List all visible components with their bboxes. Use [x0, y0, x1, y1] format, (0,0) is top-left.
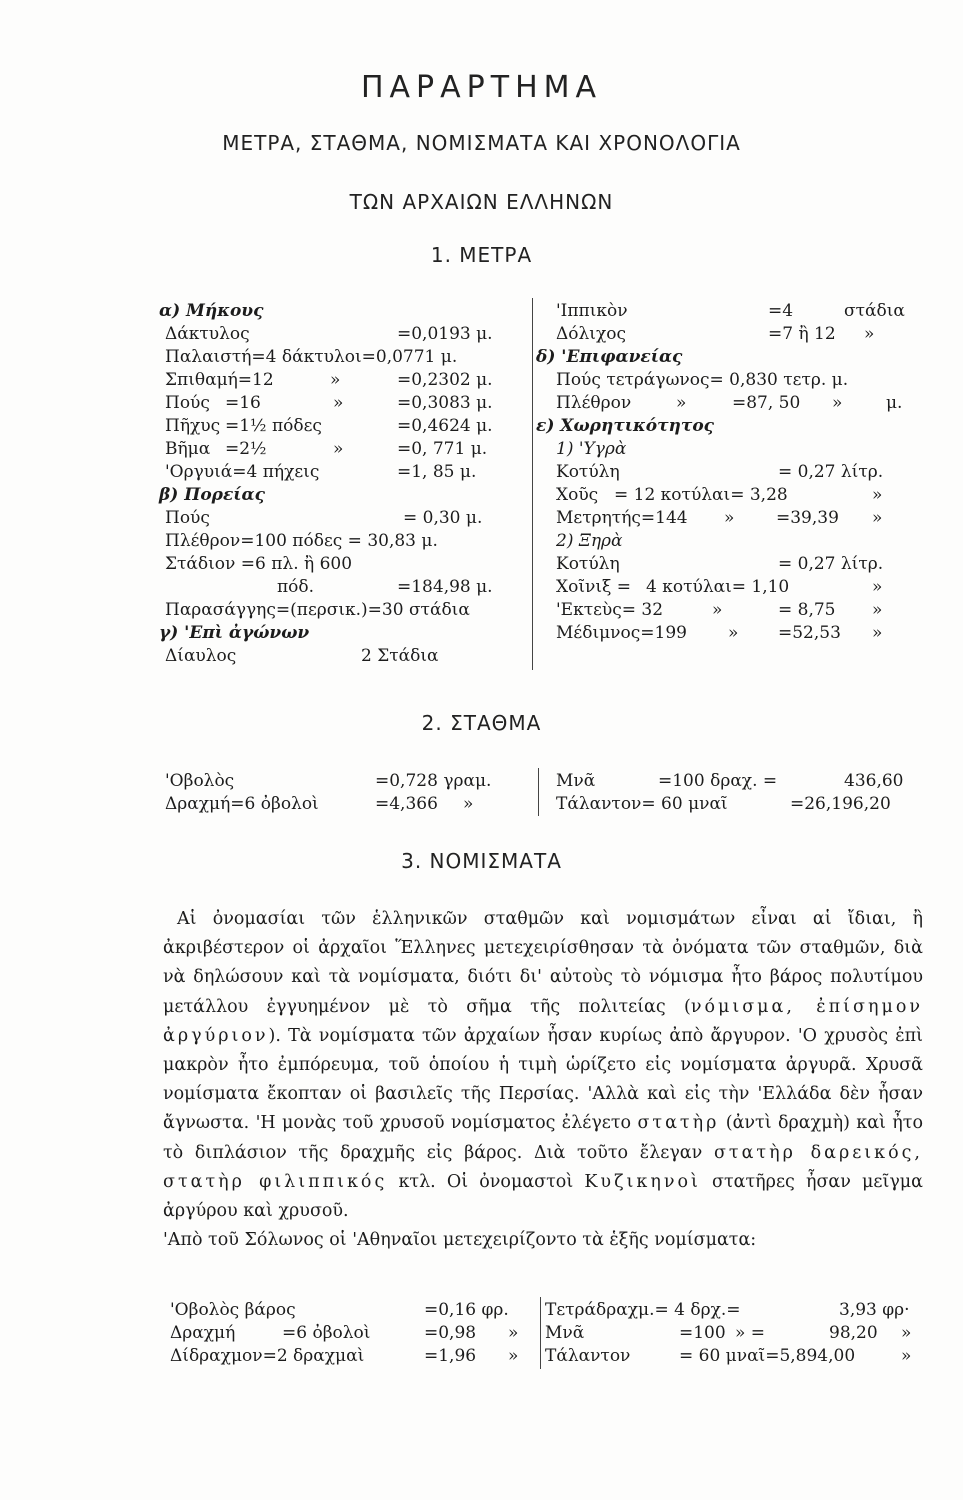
table-row: Τάλαντον= 60 μναῖ =26,196,20: [556, 794, 891, 814]
table-row: Μετρητής=144 » =39,39 »: [556, 508, 883, 528]
metra-left-column: [159, 301, 525, 669]
table-row: Πούς =16 » =0,3083 μ.: [165, 393, 493, 413]
table-row: Κοτύλη = 0,27 λίτρ.: [556, 554, 884, 574]
column-divider: [540, 1297, 541, 1369]
table-row: Δίδραχμον=2 δραχμαὶ =1,96 »: [170, 1346, 519, 1366]
table-row: Μνᾶ =100 » = 98,20 »: [545, 1323, 912, 1343]
table-row: Τετράδραχμ.= 4 δρχ.= 3,93 φρ·: [545, 1300, 910, 1320]
page-subtitle-2: ΤΩΝ ΑΡΧΑΙΩΝ ΕΛΛΗΝΩΝ: [349, 190, 614, 214]
table-row: Χοῖνιξ = 4 κοτύλαι= 1,10 »: [556, 577, 883, 597]
section-heading-nomismata: 3. ΝΟΜΙΣΜΑΤΑ: [401, 849, 562, 873]
table-row: Σπιθαμή=12 » =0,2302 μ.: [165, 370, 493, 390]
table-row: 'Οβολὸς =0,728 γραμ.: [165, 771, 492, 791]
table-row: Δόλιχος =7 ἢ 12 »: [556, 324, 875, 344]
paragraph-text-2: 'Απὸ τοῦ Σόλωνος οἱ 'Αθηναῖοι μετεχειρίζοντο τὰ ἑξῆς νομίσματα:: [163, 1230, 757, 1251]
column-divider: [532, 298, 533, 670]
table-row: Παλαιστή=4 δάκτυλοι=0,0771 μ.: [165, 347, 458, 367]
table-row: Πῆχυς =1½ πόδες =0,4624 μ.: [165, 416, 493, 436]
column-divider: [538, 768, 539, 816]
metra-subheading-games: γ) 'Επὶ ἀγώνων: [159, 623, 310, 643]
table-row: Βῆμα =2½ » =0, 771 μ.: [165, 439, 488, 459]
section-heading-stathma: 2. ΣΤΑΘΜΑ: [421, 711, 542, 735]
table-row: Κοτύλη = 0,27 λίτρ.: [556, 462, 884, 482]
table-row: 'Εκτεὺς= 32 » = 8,75 »: [556, 600, 883, 620]
table-row: πόδ. =184,98 μ.: [277, 577, 493, 597]
metra-subheading-liquid: 1) 'Υγρὰ: [556, 439, 627, 459]
table-row: Πούς = 0,30 μ.: [165, 508, 483, 528]
stathma-left-column: [165, 771, 525, 817]
coins-right-column: [545, 1300, 915, 1369]
table-row: Πλέθρον » =87, 50 » μ.: [556, 393, 903, 413]
coinage-paragraph: [163, 905, 923, 1255]
table-row: Δίαυλος 2 Στάδια: [165, 646, 439, 666]
table-row: Μνᾶ =100 δραχ. = 436,60: [556, 771, 904, 791]
table-row: Χοῦς = 12 κοτύλαι= 3,28 »: [556, 485, 883, 505]
metra-subheading-length: α) Μήκους: [159, 301, 264, 321]
table-row: Μέδιμνος=199 » =52,53 »: [556, 623, 883, 643]
table-row: Στάδιον =6 πλ. ἢ 600: [165, 554, 353, 574]
metra-subheading-area: δ) 'Επιφανείας: [536, 347, 683, 367]
stathma-right-column: [556, 771, 926, 817]
table-row: Δραχμή =6 ὀβολοὶ =0,98 »: [170, 1323, 519, 1343]
metra-right-column: [536, 301, 926, 646]
coins-left-column: [170, 1300, 530, 1369]
metra-subheading-dry: 2) Ξηρὰ: [556, 531, 623, 551]
table-row: Πλέθρον=100 πόδες = 30,83 μ.: [165, 531, 438, 551]
section-heading-metra: 1. ΜΕΤΡΑ: [430, 243, 533, 267]
table-row: Πούς τετράγωνος= 0,830 τετρ. μ.: [556, 370, 849, 390]
metra-subheading-travel: β) Πορείας: [159, 485, 265, 505]
table-row: 'Οργυιά=4 πήχεις =1, 85 μ.: [165, 462, 477, 482]
paragraph-text: Αἱ ὀνομασίαι τῶν ἑλληνικῶν σταθμῶν καὶ νομισμάτων εἶναι αἱ ἴδιαι, ἢ ἀκριβέστερον οἱ ἀρχαῖοι Ἕλληνες μετεχειρίσθησαν τὰ ὀνόματα τῶν σταθμῶν, διὰ νὰ δηλώσουν καὶ τὰ νομίσματα, διότι δι' αὐτοὺς τὸ νόμισμα ἦτο βάρος πολυτίμου μετάλλου ἐγγυημένον μὲ τὸ σῆμα τῆς πολιτείας (νόμισμα, ἐπίσημον ἀργύριον). Τὰ νομίσματα τῶν ἀρχαίων ἦσαν κυρίως ἀπὸ ἄργυρον. 'Ο χρυσὸς ἐπὶ μακρὸν ἦτο ἐμπόρευμα, τοῦ ὁποίου ἡ τιμὴ ὡρίζετο εἰς νομίσματα ἀργυρᾶ. Χρυσᾶ νομίσματα ἔκοπταν οἱ βασιλεῖς τῆς Περσίας. 'Αλλὰ καὶ εἰς τὴν 'Ελλάδα δὲν ἦσαν ἄγνωστα. 'Η μονὰς τοῦ χρυσοῦ νομίσματος ἐλέγετο στατὴρ (ἀντὶ δραχμὴ) καὶ ἦτο τὸ διπλάσιον τῆς δραχμῆς εἰς βάρος. Διὰ τοῦτο ἔλεγαν στατὴρ δαρεικός, στατὴρ φιλιππικός κτλ. Οἱ ὀνομαστοὶ Κυζικηνοὶ στατῆρες ἦσαν μεῖγμα ἀργύρου καὶ χρυσοῦ.: [163, 909, 924, 1222]
page-subtitle: ΜΕΤΡΑ, ΣΤΑΘΜΑ, ΝΟΜΙΣΜΑΤΑ ΚΑΙ ΧΡΟΝΟΛΟΓΙΑ: [222, 131, 741, 155]
table-row: 'Ιππικὸν =4 στάδια: [556, 301, 905, 321]
table-row: Δάκτυλος =0,0193 μ.: [165, 324, 493, 344]
table-row: Τάλαντον = 60 μναῖ=5,894,00 »: [545, 1346, 912, 1366]
table-row: 'Οβολὸς βάρος =0,16 φρ.: [170, 1300, 509, 1320]
metra-subheading-capacity: ε) Χωρητικότητος: [536, 416, 715, 436]
table-row: Παρασάγγης=(περσικ.)=30 στάδια: [165, 600, 470, 620]
table-row: Δραχμή=6 ὀβολοὶ =4,366 »: [165, 794, 474, 814]
page-title: ΠΑΡΑΡΤΗΜΑ: [360, 70, 603, 105]
